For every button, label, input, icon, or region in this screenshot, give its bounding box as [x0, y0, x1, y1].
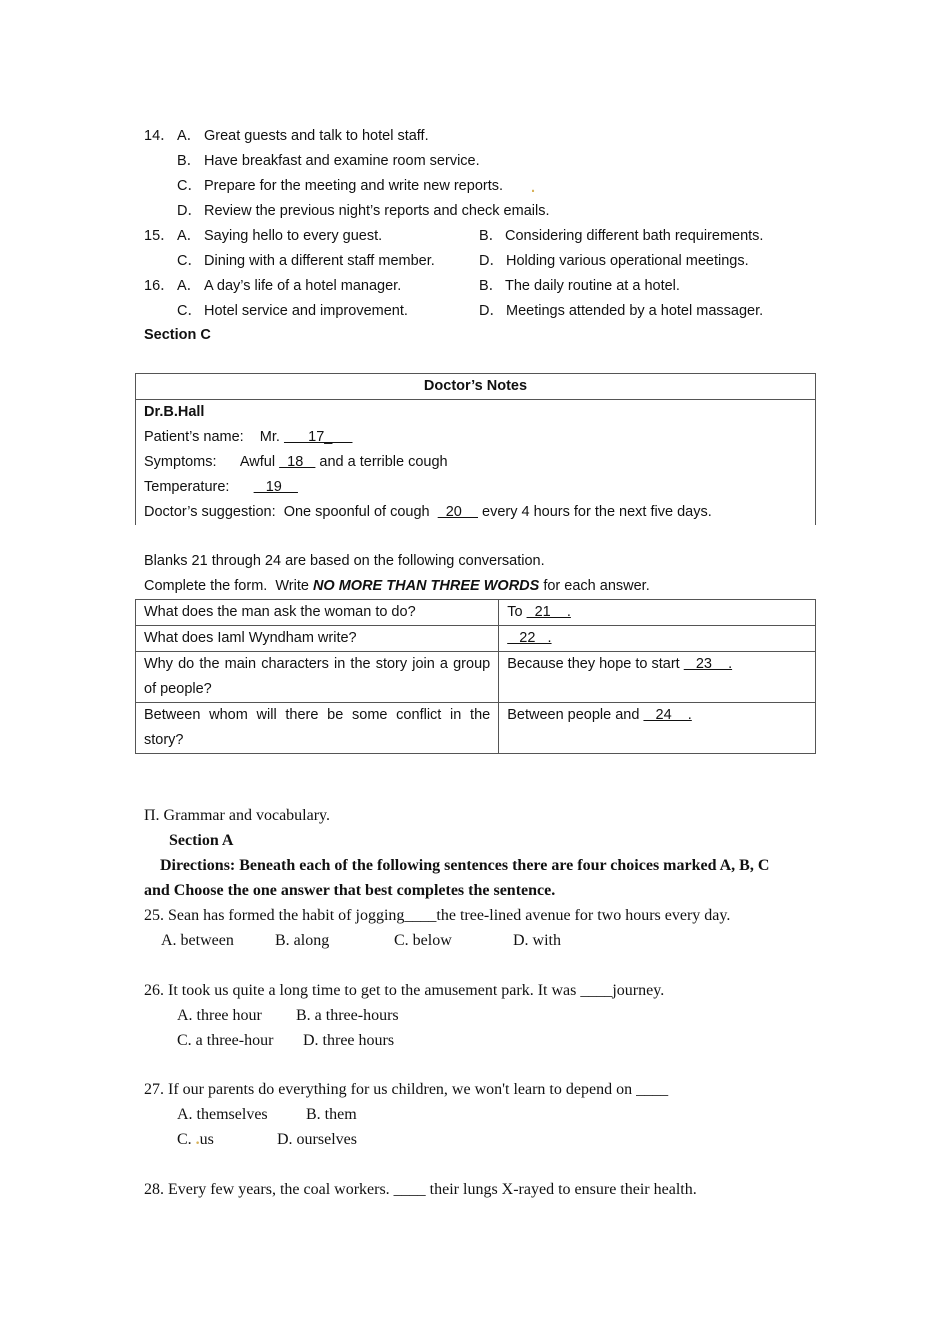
- blank-17[interactable]: 17_: [283, 429, 353, 445]
- q14-option-a-letter: A．: [177, 128, 202, 144]
- blank-19[interactable]: 19: [253, 479, 298, 495]
- q25-option-b[interactable]: B. along: [275, 932, 330, 949]
- form-answer: [499, 626, 816, 652]
- blank-20[interactable]: 20: [437, 504, 478, 520]
- form-answer: Between people and 24 .: [499, 703, 816, 754]
- q27-option-c[interactable]: C. .us: [177, 1131, 214, 1148]
- q25-option-a[interactable]: A. between: [161, 932, 234, 949]
- conversation-form-table: [135, 599, 816, 754]
- q14-option-a: Great guests and talk to hotel staff.: [204, 128, 429, 144]
- question-26-stem: 26. It took us quite a long time to get to the amusement park. It was ____journey.: [144, 982, 665, 999]
- blank-24[interactable]: 24 .: [643, 707, 692, 723]
- q15-option-b: Considering different bath requirements.: [505, 228, 764, 244]
- doctors-notes-table: [135, 373, 816, 525]
- blank-21[interactable]: 21 .: [526, 604, 571, 620]
- q14-option-d: Review the previous night’s reports and check emails.: [204, 203, 550, 219]
- suggestion-line: Doctor’s suggestion: One spoonful of cough 20 every 4 hours for the next five days.: [144, 504, 712, 520]
- q14-option-c: Prepare for the meeting and write new reports.: [204, 178, 504, 194]
- edit-mark: .: [195, 1131, 200, 1148]
- q15-option-a: Saying hello to every guest.: [204, 228, 383, 244]
- q26-option-c[interactable]: C. a three-hour: [177, 1032, 274, 1049]
- q16-option-d-letter: D．: [479, 303, 504, 319]
- q15-option-c: Dining with a different staff member.: [204, 253, 435, 269]
- question-28-stem: 28. Every few years, the coal workers. ____ their lungs X-rayed to ensure their health.: [144, 1181, 697, 1198]
- q25-option-d[interactable]: D. with: [513, 932, 561, 949]
- q16-option-d: Meetings attended by a hotel massager.: [506, 303, 764, 319]
- q16-option-c-letter: C．: [177, 303, 202, 319]
- q14-option-d-letter: D．: [177, 203, 202, 219]
- table-row: [136, 600, 816, 626]
- q15-option-a-letter: A．: [177, 228, 202, 244]
- q15-option-d-letter: D．: [479, 253, 504, 269]
- q26-option-d[interactable]: D. three hours: [303, 1032, 395, 1049]
- section-a-heading: Section A: [169, 832, 234, 849]
- edit-mark: .: [531, 180, 536, 196]
- conversation-instruction: Complete the form. Write NO MORE THAN THREE WORDS for each answer.: [144, 578, 650, 594]
- q16-option-b-letter: B．: [479, 278, 504, 294]
- question-15-number: 15．: [144, 228, 175, 244]
- section-c-heading: Section C: [144, 327, 211, 343]
- q25-option-c[interactable]: C. below: [394, 932, 452, 949]
- question-27-stem: 27. If our parents do everything for us children, we won't learn to depend on ____: [144, 1081, 669, 1098]
- q15-option-b-letter: B．: [479, 228, 504, 244]
- directions-line-2: and Choose the one answer that best completes the sentence.: [144, 882, 556, 899]
- form-question: What does Iaml Wyndham write?: [136, 626, 499, 652]
- q14-option-b: Have breakfast and examine room service.: [204, 153, 480, 169]
- q15-option-d: Holding various operational meetings.: [506, 253, 749, 269]
- temperature-line: Temperature: 19: [144, 479, 298, 495]
- blank-22[interactable]: 22 .: [507, 630, 552, 646]
- blank-23[interactable]: 23 .: [683, 656, 733, 672]
- form-question: Why do the main characters in the story join a group of people?: [136, 652, 499, 703]
- q16-option-c: Hotel service and improvement.: [204, 303, 408, 319]
- form-answer: Because they hope to start 23 .: [499, 652, 816, 703]
- q27-option-b[interactable]: B. them: [306, 1106, 357, 1123]
- form-question: Between whom will there be some conflict in the story?: [136, 703, 499, 754]
- q14-option-b-letter: B．: [177, 153, 202, 169]
- q15-option-c-letter: C．: [177, 253, 202, 269]
- q26-option-a[interactable]: A. three hour: [177, 1007, 262, 1024]
- q27-option-a[interactable]: A. themselves: [177, 1106, 268, 1123]
- question-14-number: 14．: [144, 128, 175, 144]
- question-25-stem: 25. Sean has formed the habit of jogging____the tree-lined avenue for two hours every day.: [144, 907, 731, 924]
- q26-option-b[interactable]: B. a three-hours: [296, 1007, 399, 1024]
- form-question: What does the man ask the woman to do?: [136, 600, 499, 626]
- directions-line-1: Directions: Beneath each of the following sentences there are four choices marked A, B, C: [160, 857, 770, 874]
- table-row: [136, 703, 816, 754]
- blank-18[interactable]: 18: [279, 454, 316, 470]
- patient-name-line: Patient’s name: Mr. 17_: [144, 429, 353, 445]
- q16-option-a: A day’s life of a hotel manager.: [204, 278, 402, 294]
- q16-option-a-letter: A．: [177, 278, 202, 294]
- form-answer: To 21 .: [499, 600, 816, 626]
- table-row: [136, 626, 816, 652]
- part-heading: П. Grammar and vocabulary.: [144, 807, 330, 824]
- table-row: [136, 652, 816, 703]
- doctor-name: Dr.B.Hall: [144, 404, 205, 420]
- conversation-intro: Blanks 21 through 24 are based on the following conversation.: [144, 553, 545, 569]
- doctors-notes-title: Doctor’s Notes: [136, 374, 816, 400]
- q16-option-b: The daily routine at a hotel.: [505, 278, 680, 294]
- q14-option-c-letter: C．: [177, 178, 202, 194]
- q27-option-d[interactable]: D. ourselves: [277, 1131, 357, 1148]
- symptoms-line: Symptoms: Awful 18 and a terrible cough: [144, 454, 448, 470]
- question-16-number: 16．: [144, 278, 175, 294]
